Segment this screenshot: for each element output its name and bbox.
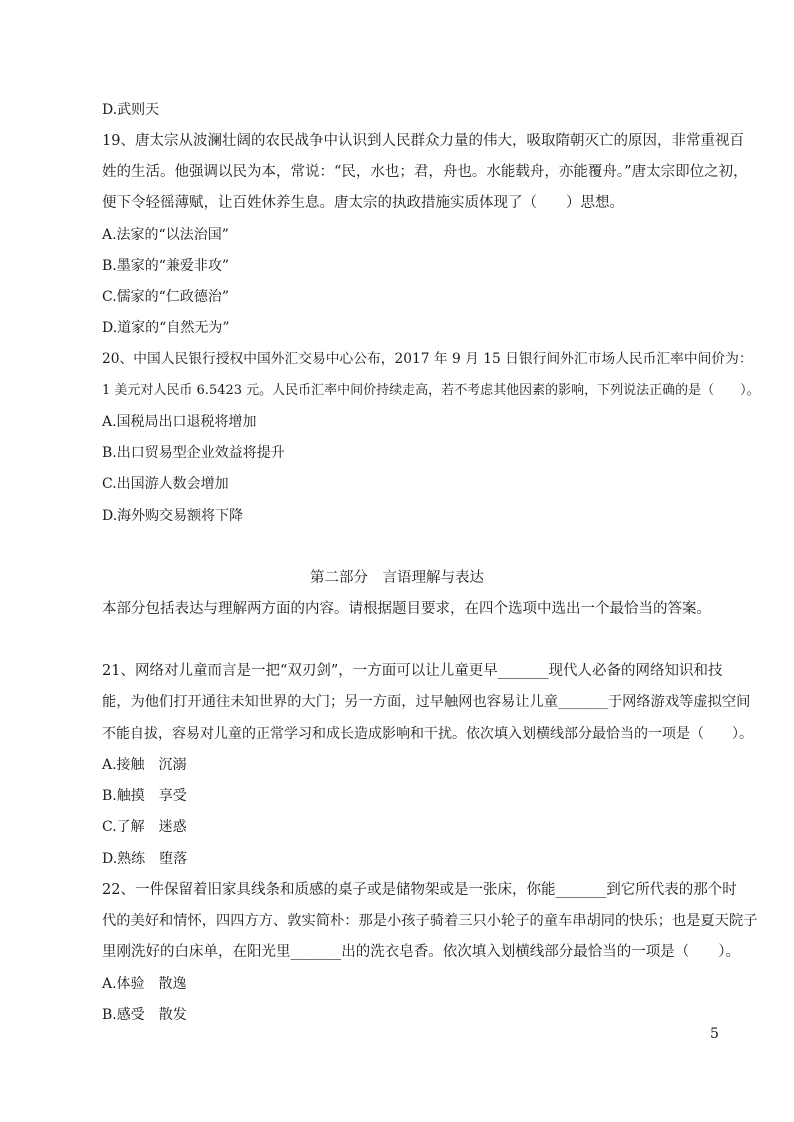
q20-option-c: C.出国游人数会增加 xyxy=(102,476,229,492)
q21-option-c: C.了解 迷惑 xyxy=(102,819,187,835)
q19-stem-line-2: 姓的生活。他强调以民为本，常说：“民，水也；君，舟也。水能载舟，亦能覆舟。”唐太宗即位之初， xyxy=(102,164,748,180)
q22-option-b: B.感受 散发 xyxy=(102,1007,187,1023)
q19-stem-line-1: 19、唐太宗从波澜壮阔的农民战争中认识到人民群众力量的伟大，吸取隋朝灭亡的原因，非常重视百 xyxy=(102,133,744,149)
q21-option-d: D.熟练 堕落 xyxy=(102,851,188,867)
q22-stem-line-1: 22、一件保留着旧家具线条和质感的桌子或是储物架或是一张床，你能_______到它所代表的那个时 xyxy=(102,882,737,898)
q19-stem-line-3: 便下令轻徭薄赋，让百姓休养生息。唐太宗的执政措施实质体现了（ ）思想。 xyxy=(102,195,624,211)
q18-option-d: D.武则天 xyxy=(102,102,160,118)
q21-option-b: B.触摸 享受 xyxy=(102,788,187,804)
q19-option-d: D.道家的“自然无为” xyxy=(102,320,230,336)
q20-option-a: A.国税局出口退税将增加 xyxy=(102,414,257,430)
q20-option-b: B.出口贸易型企业效益将提升 xyxy=(102,445,285,461)
q22-option-a: A.体验 散逸 xyxy=(102,976,187,992)
q21-stem-line-2: 能，为他们打开通往未知世界的大门；另一方面，过早触网也容易让儿童_______于网络游戏等虚拟空间 xyxy=(102,694,751,710)
section-title: 第二部分 言语理解与表达 xyxy=(310,570,484,586)
q21-stem-line-3: 不能自拔，容易对儿童的正常学习和成长造成影响和干扰。依次填入划横线部分最恰当的一项是（ ）。 xyxy=(102,726,753,742)
section-intro: 本部分包括表达与理解两方面的内容。请根据题目要求，在四个选项中选出一个最恰当的答案。 xyxy=(102,601,711,617)
q19-option-c: C.儒家的“仁政德治” xyxy=(102,289,229,305)
q21-stem-line-1: 21、网络对儿童而言是一把“双刃剑”，一方面可以让儿童更早_______现代人必备的网络知识和技 xyxy=(102,663,723,679)
q20-stem-line-2: 1 美元对人民币 6.5423 元。人民币汇率中间价持续走高，若不考虑其他因素的影响，下列说法正确的是（ ）。 xyxy=(102,383,760,398)
q19-option-b: B.墨家的“兼爱非攻” xyxy=(102,258,230,274)
q20-stem-line-1: 20、中国人民银行授权中国外汇交易中心公布，2017 年 9 月 15 日银行间外汇市场人民币汇率中间价为： xyxy=(102,351,753,367)
q22-stem-line-3: 里刚洗好的白床单，在阳光里_______出的洗衣皂香。依次填入划横线部分最恰当的一项是（ ）。 xyxy=(102,944,740,960)
q21-option-a: A.接触 沉溺 xyxy=(102,757,187,773)
page-number: 5 xyxy=(710,1026,719,1042)
q19-option-a: A.法家的“以法治国” xyxy=(102,227,229,243)
q22-stem-line-2: 代的美好和情怀，四四方方、敦实简朴：那是小孩子骑着三只小轮子的童车串胡同的快乐；也是夏天院子 xyxy=(102,913,758,929)
q20-option-d: D.海外购交易额将下降 xyxy=(102,508,244,524)
